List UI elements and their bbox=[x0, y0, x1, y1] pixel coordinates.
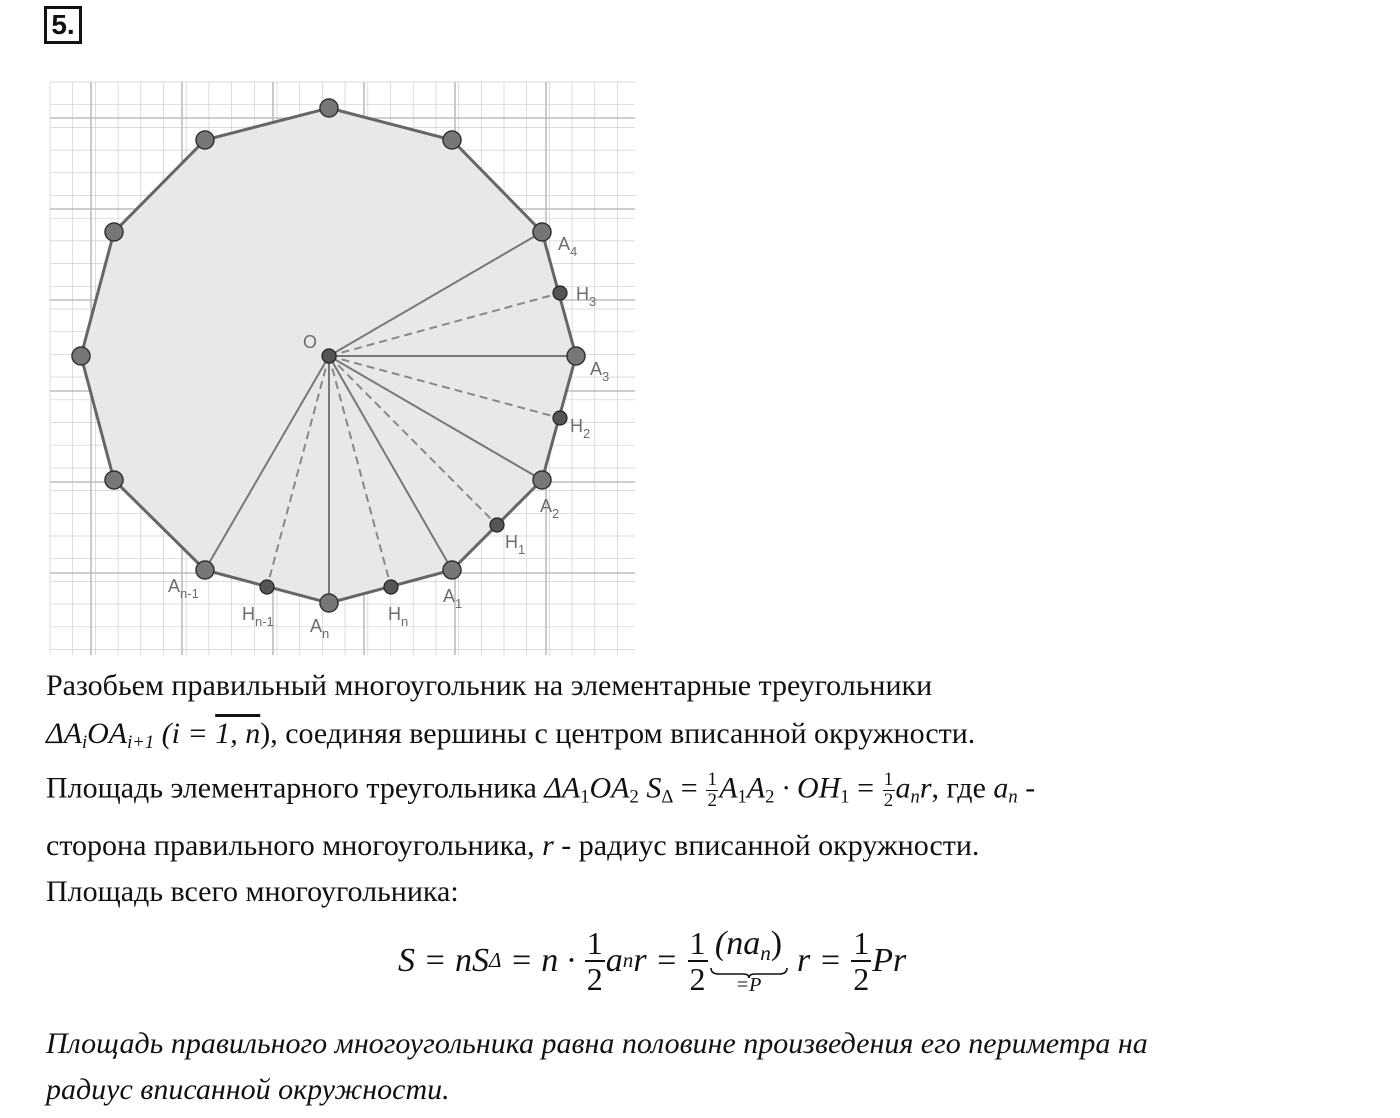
problem-number: 5. bbox=[44, 6, 82, 44]
vertex-point bbox=[196, 131, 214, 149]
conclusion-line-1: Площадь правильного многоугольника равна половине произведения его периметра на bbox=[46, 1027, 1148, 1060]
conclusion-line-2: радиус вписанной окружности. bbox=[46, 1073, 450, 1106]
label-A1: $A_1$ bbox=[443, 586, 463, 611]
foot-point bbox=[553, 411, 567, 425]
vertex-point bbox=[72, 347, 90, 365]
vertex-point bbox=[196, 561, 214, 579]
vertex-point bbox=[320, 594, 338, 612]
vertex-point bbox=[533, 223, 551, 241]
foot-point bbox=[553, 286, 567, 300]
center-point bbox=[322, 349, 336, 363]
label-H3: $H_3$ bbox=[576, 284, 597, 309]
polygon-figure bbox=[0, 0, 660, 660]
label-An-1: $A_{n-1}$ bbox=[168, 576, 199, 601]
vertex-point bbox=[320, 99, 338, 117]
label-Hn-1: $H_{n-1}$ bbox=[242, 604, 274, 629]
label-A4: $A_4$ bbox=[558, 234, 578, 259]
area-formula: S = nS Δ = n · $\frac{1}{2}$ a n r = $\frac{1}{2}$ $(na_n)$ =P r = $\frac{1}{2}$ Pr bbox=[398, 924, 907, 997]
label-H1: $H_1$ bbox=[505, 532, 526, 557]
foot-point bbox=[384, 580, 398, 594]
label-A3: $A_3$ bbox=[590, 359, 610, 384]
paragraph-line-4: сторона правильного многоугольника, r - радиус вписанной окружности. bbox=[46, 829, 980, 862]
paragraph-line-1: Разобьем правильный многоугольник на элементарные треугольники bbox=[46, 669, 933, 702]
vertex-point bbox=[443, 561, 461, 579]
paragraph-line-3: Площадь элементарного треугольника $\Delta A_1OA_2$ $S_\Delta$ = $\frac{1}{2}$ $A_1A_2 \cdot OH_1$ = $\frac{1}{2}$ $a_nr$, где $a_n$ - bbox=[46, 769, 1036, 811]
label-An: $A_n$ bbox=[310, 616, 330, 641]
label-H2: $H_2$ bbox=[570, 416, 591, 441]
label-A2: $A_2$ bbox=[540, 496, 560, 521]
foot-point bbox=[490, 518, 504, 532]
vertex-point bbox=[533, 471, 551, 489]
vertex-point bbox=[567, 347, 585, 365]
underbrace-perimeter: $(na_n)$ =P bbox=[709, 925, 789, 997]
foot-point bbox=[260, 580, 274, 594]
vertex-point bbox=[105, 471, 123, 489]
paragraph-line-5: Площадь всего многоугольника: bbox=[46, 875, 459, 908]
paragraph-line-2: $\Delta A_iOA_{i+1}$ (i = 1, n), соединяя вершины с центром вписанной окружности. bbox=[46, 717, 976, 754]
vertex-point bbox=[105, 223, 123, 241]
label-O: O bbox=[303, 332, 318, 352]
vertex-point bbox=[443, 131, 461, 149]
label-Hn: $H_n$ bbox=[388, 604, 409, 629]
